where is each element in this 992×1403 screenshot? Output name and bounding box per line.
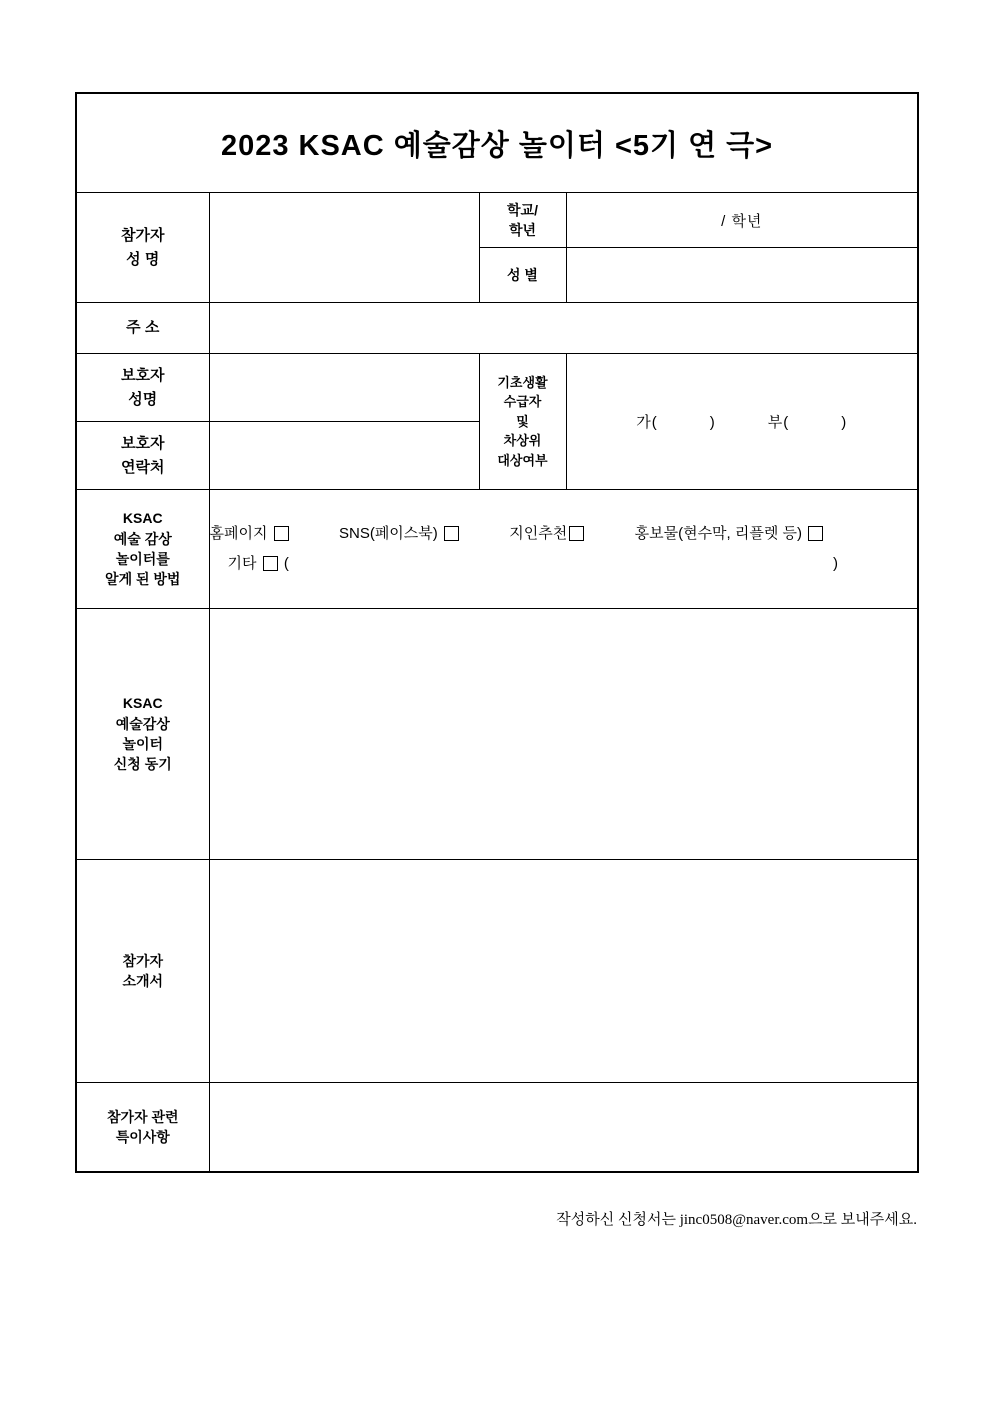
basic-livelihood-field[interactable] <box>566 354 918 490</box>
participant-name-label-line2: 성 명 <box>126 250 160 268</box>
basic-livelihood-label <box>479 354 566 490</box>
table-row-special-notes <box>76 1083 918 1173</box>
participant-name-field[interactable] <box>209 193 479 303</box>
basic-livelihood-no-open: 부( <box>767 414 790 431</box>
checkbox-sns-icon[interactable] <box>444 526 459 541</box>
guardian-name-label <box>76 354 209 422</box>
motivation-label <box>76 609 209 860</box>
how-known-option-etc-label: 기타 <box>227 555 257 572</box>
self-intro-label-line2: 소개서 <box>122 973 164 989</box>
how-known-options <box>209 490 918 609</box>
gender-label: 성 별 <box>479 248 566 303</box>
gender-field[interactable] <box>566 248 918 303</box>
page-title: 2023 KSAC 예술감상 놀이터 <5기 연 극> <box>220 129 774 162</box>
motivation-label-line3: 놀이터 <box>122 736 164 752</box>
motivation-label-line4: 신청 동기 <box>113 756 172 773</box>
how-known-options-row1 <box>210 519 918 549</box>
special-notes-label-line2: 특이사항 <box>115 1129 170 1145</box>
participant-name-label <box>76 193 209 303</box>
motivation-label-line2: 예술감상 <box>115 715 170 732</box>
self-intro-label <box>76 860 209 1083</box>
table-row-participant-school <box>76 193 918 248</box>
form-table <box>75 92 919 1173</box>
how-known-label-line4: 알게 된 방법 <box>105 571 181 588</box>
guardian-name-label-line1: 보호자 <box>121 367 165 385</box>
motivation-field[interactable] <box>209 609 918 860</box>
self-intro-field[interactable] <box>209 860 918 1083</box>
guardian-name-field[interactable] <box>209 354 479 422</box>
guardian-name-label-line2: 성명 <box>128 390 158 408</box>
basic-livelihood-yes-open: 가( <box>636 414 658 431</box>
how-known-option-referral-label: 지인추천 <box>509 525 568 542</box>
guardian-contact-label-line2: 연락처 <box>121 458 165 476</box>
basic-livelihood-no-close: ) <box>841 414 848 431</box>
how-known-options-row2 <box>210 549 918 579</box>
checkbox-homepage-icon[interactable] <box>274 526 289 541</box>
how-known-label-line2: 예술 감상 <box>113 530 172 547</box>
special-notes-label <box>76 1083 209 1173</box>
address-label: 주 소 <box>76 303 209 354</box>
basic-livelihood-label-line2: 수급자 <box>503 394 542 410</box>
school-grade-label-line2: 학년 <box>508 222 537 238</box>
application-form <box>75 92 917 1173</box>
checkbox-referral-icon[interactable] <box>569 526 584 541</box>
basic-livelihood-label-line5: 대상여부 <box>497 452 548 468</box>
guardian-contact-label <box>76 422 209 490</box>
table-row-title <box>76 93 918 193</box>
table-row-address <box>76 303 918 354</box>
basic-livelihood-label-line4: 차상위 <box>503 433 542 449</box>
basic-livelihood-label-line1: 기초생활 <box>497 374 548 390</box>
form-title-cell <box>76 93 918 193</box>
guardian-contact-field[interactable] <box>209 422 479 490</box>
address-field[interactable] <box>209 303 918 354</box>
checkbox-etc-icon[interactable] <box>263 556 278 571</box>
special-notes-label-line1: 참가자 관련 <box>106 1108 179 1125</box>
table-row-motivation <box>76 609 918 860</box>
table-row-self-intro <box>76 860 918 1083</box>
how-known-etc-open: ( <box>283 555 289 572</box>
how-known-option-homepage-label: 홈페이지 <box>209 525 268 542</box>
basic-livelihood-label-line3: 및 <box>516 413 529 429</box>
checkbox-promo-icon[interactable] <box>808 526 823 541</box>
school-grade-label <box>479 193 566 248</box>
guardian-contact-label-line1: 보호자 <box>121 435 165 453</box>
how-known-etc-close: ) <box>833 555 838 572</box>
special-notes-field[interactable] <box>209 1083 918 1173</box>
self-intro-label-line1: 참가자 <box>122 952 164 969</box>
motivation-label-line1: KSAC <box>122 695 163 712</box>
participant-name-label-line1: 참가자 <box>121 227 165 245</box>
table-row-how-known <box>76 490 918 609</box>
school-grade-label-line1: 학교/ <box>507 201 538 218</box>
school-grade-field[interactable]: / 학년 <box>566 193 918 248</box>
how-known-label-line1: KSAC <box>122 510 163 527</box>
table-row-guardian-name <box>76 354 918 422</box>
basic-livelihood-yes-close: ) <box>709 414 716 431</box>
how-known-label <box>76 490 209 609</box>
how-known-label-line3: 놀이터를 <box>115 551 170 567</box>
how-known-option-promo-label: 홍보물(현수막, 리플렛 등) <box>634 525 803 542</box>
how-known-option-sns-label: SNS(페이스북) <box>338 525 438 542</box>
footer-note: 작성하신 신청서는 jinc0508@naver.com으로 보내주세요. <box>556 1212 917 1228</box>
